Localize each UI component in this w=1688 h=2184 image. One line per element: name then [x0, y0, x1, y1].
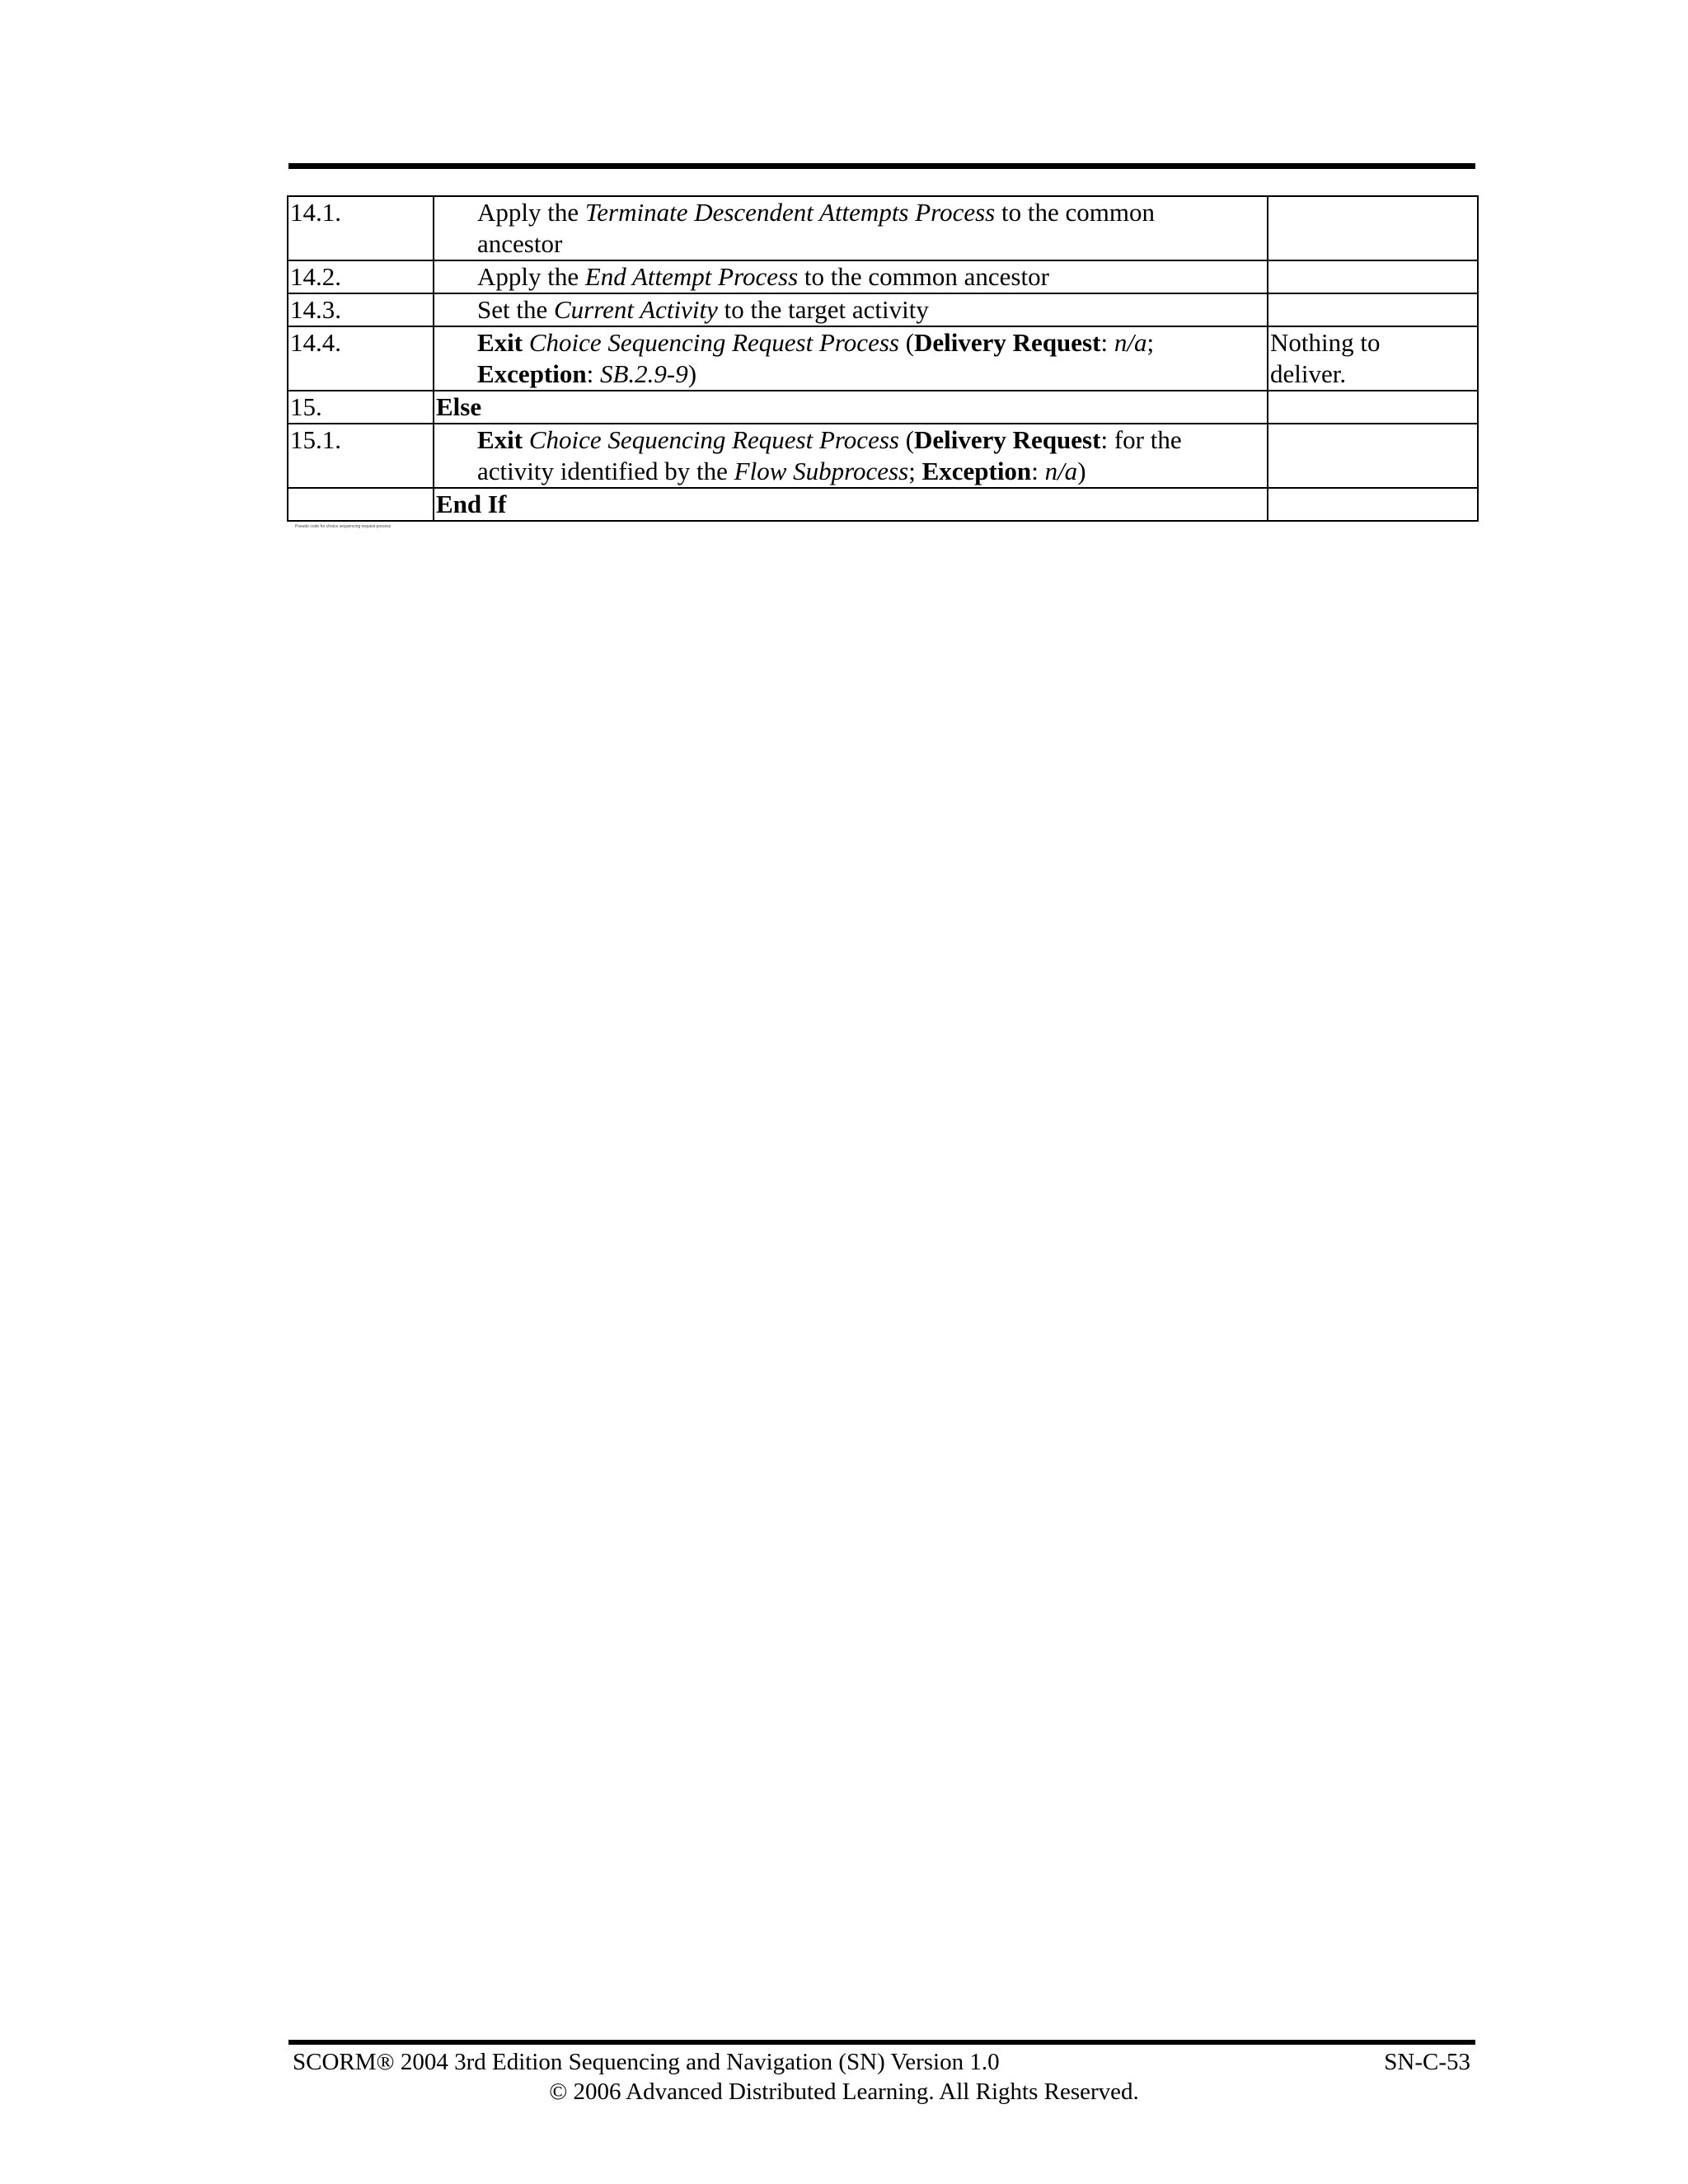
page-number: SN-C-53 [1384, 2049, 1470, 2075]
note-text: Nothing to [1270, 328, 1381, 357]
keyword: Delivery Request [914, 328, 1101, 357]
text-segment: ) [1077, 457, 1086, 485]
step-text [434, 293, 1268, 326]
text-segment: to the common [995, 198, 1155, 227]
keyword: Exception [921, 457, 1032, 485]
step-note [1268, 260, 1478, 293]
step-number: 14.3. [288, 293, 434, 326]
step-number: 14.4. [288, 326, 434, 391]
text-segment: ; [1146, 328, 1155, 357]
table-row [288, 293, 1478, 326]
text-segment: activity identified by the [477, 457, 734, 485]
exception-code: SB.2.9-9 [600, 359, 688, 388]
text-segment: : [1031, 457, 1045, 485]
keyword: Exception [477, 359, 587, 388]
note-text: deliver. [1270, 359, 1347, 388]
text-segment: ( [898, 328, 915, 357]
table-row [288, 196, 1478, 260]
keyword: Exit [477, 425, 523, 454]
step-note [1268, 391, 1478, 424]
variable-name: Current Activity [554, 295, 718, 324]
text-segment: : [586, 359, 600, 388]
text-segment: to the target activity [717, 295, 929, 324]
step-number: 15.1. [288, 424, 434, 488]
step-number: 14.1. [288, 196, 434, 260]
header-rule [288, 163, 1475, 169]
step-number: 15. [288, 391, 434, 424]
text-segment: ancestor [477, 229, 563, 258]
process-name: Flow Subprocess [734, 457, 909, 485]
table-row [288, 488, 1478, 521]
step-text [434, 260, 1268, 293]
copyright-notice: © 2006 Advanced Distributed Learning. All Rights Reserved. [549, 2079, 1139, 2105]
table-row [288, 424, 1478, 488]
keyword: Else [436, 392, 482, 421]
text-segment: ; [908, 457, 922, 485]
step-note [1268, 293, 1478, 326]
text-segment: Apply the [477, 198, 585, 227]
step-text [434, 488, 1268, 521]
keyword: Exit [477, 328, 523, 357]
text-segment: : for the [1100, 425, 1182, 454]
value: n/a [1114, 328, 1147, 357]
process-name: Terminate Descendent Attempts Process [584, 198, 996, 227]
keyword: Delivery Request [914, 425, 1101, 454]
text-segment: Set the [477, 295, 554, 324]
pseudocode-table [287, 195, 1479, 522]
table-row [288, 260, 1478, 293]
step-number [288, 488, 434, 521]
step-note [1268, 326, 1478, 391]
step-note [1268, 424, 1478, 488]
table-row [288, 391, 1478, 424]
table-row [288, 326, 1478, 391]
value: n/a [1044, 457, 1078, 485]
step-text [434, 326, 1268, 391]
text-segment: : [1100, 328, 1114, 357]
step-text [434, 424, 1268, 488]
text-segment: ( [898, 425, 915, 454]
step-number: 14.2. [288, 260, 434, 293]
step-note [1268, 488, 1478, 521]
text-segment: ) [687, 359, 697, 388]
footer-rule [288, 2040, 1475, 2045]
text-segment: to the common ancestor [798, 262, 1049, 291]
keyword: End If [436, 490, 507, 518]
text-segment: Apply the [477, 262, 585, 291]
process-name: End Attempt Process [584, 262, 799, 291]
step-text [434, 196, 1268, 260]
process-name: Choice Sequencing Request Process [528, 425, 899, 454]
step-note [1268, 196, 1478, 260]
footer-title: SCORM® 2004 3rd Edition Sequencing and Navigation (SN) Version 1.0 [293, 2049, 1000, 2075]
table-caption: Pseudo code for choice sequencing request process [295, 524, 392, 529]
process-name: Choice Sequencing Request Process [528, 328, 899, 357]
step-text [434, 391, 1268, 424]
